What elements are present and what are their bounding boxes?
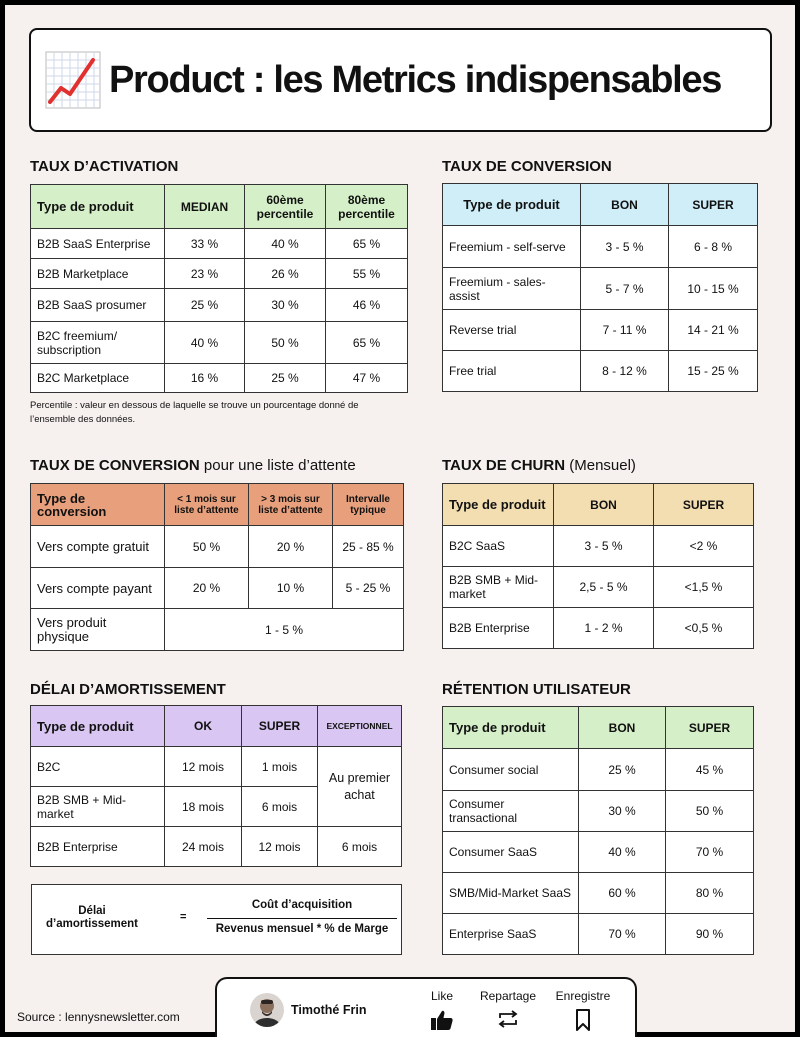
table-cell: 15 - 25 % bbox=[669, 351, 758, 392]
table-row bbox=[31, 229, 408, 259]
chart-increasing-icon bbox=[45, 50, 101, 110]
table-cell: B2B SMB + Mid-market bbox=[31, 787, 165, 827]
table-header-row bbox=[443, 184, 758, 226]
share-button[interactable] bbox=[473, 989, 543, 1029]
table-cell: 40 % bbox=[165, 322, 245, 364]
column-header: SUPER bbox=[666, 707, 754, 749]
table-cell: B2B SMB + Mid-market bbox=[443, 567, 554, 608]
column-header: SUPER bbox=[654, 484, 754, 526]
column-header: Type de produit bbox=[31, 706, 165, 747]
column-header: BON bbox=[581, 184, 669, 226]
like-button[interactable] bbox=[425, 989, 459, 1031]
table-header-row bbox=[443, 484, 754, 526]
churn-title-light: (Mensuel) bbox=[565, 457, 636, 474]
table-cell: 30 % bbox=[579, 791, 666, 832]
table-cell: 25 - 85 % bbox=[333, 526, 404, 568]
column-header: Type de produit bbox=[443, 184, 581, 226]
author-name: Timothé Frin bbox=[291, 1003, 367, 1017]
table-cell: 6 mois bbox=[242, 787, 318, 827]
table-header-row bbox=[443, 707, 754, 749]
table-cell: 7 - 11 % bbox=[581, 310, 669, 351]
table-row bbox=[443, 914, 754, 955]
formula-label: Délai d’amortissement bbox=[45, 905, 139, 930]
table-cell: 6 - 8 % bbox=[669, 226, 758, 268]
table-row bbox=[443, 351, 758, 392]
column-header: BON bbox=[579, 707, 666, 749]
table-cell: Consumer transactional bbox=[443, 791, 579, 832]
table-cell: 46 % bbox=[326, 289, 408, 322]
table-row bbox=[443, 832, 754, 873]
table-cell: Vers produit physique bbox=[31, 609, 165, 651]
table-cell: Consumer SaaS bbox=[443, 832, 579, 873]
waitlist-title-bold: TAUX DE CONVERSION bbox=[30, 457, 200, 474]
table-cell: Freemium - sales-assist bbox=[443, 268, 581, 310]
waitlist-section bbox=[30, 457, 356, 477]
table-cell: 65 % bbox=[326, 229, 408, 259]
churn-table bbox=[442, 483, 754, 649]
like-label: Like bbox=[430, 989, 453, 1003]
author-footer bbox=[215, 977, 637, 1037]
table-cell: B2C freemium/ subscription bbox=[31, 322, 165, 364]
table-cell: <1,5 % bbox=[654, 567, 754, 608]
column-header: EXCEPTIONNEL bbox=[318, 706, 402, 747]
page-title: Product : les Metrics indispensables bbox=[109, 59, 722, 101]
table-cell: B2B SaaS prosumer bbox=[31, 289, 165, 322]
payback-formula bbox=[31, 884, 402, 955]
column-header: Intervalle typique bbox=[333, 484, 404, 526]
table-cell: 80 % bbox=[666, 873, 754, 914]
table-row bbox=[31, 322, 408, 364]
table-cell: Consumer social bbox=[443, 749, 579, 791]
bookmark-icon bbox=[575, 1009, 591, 1031]
table-cell: 70 % bbox=[666, 832, 754, 873]
conversion-table bbox=[442, 183, 758, 392]
table-row bbox=[443, 526, 754, 567]
table-cell: B2B SaaS Enterprise bbox=[31, 229, 165, 259]
table-row bbox=[31, 609, 404, 651]
column-header: SUPER bbox=[669, 184, 758, 226]
column-header: 60ème percentile bbox=[245, 185, 326, 229]
table-row bbox=[443, 226, 758, 268]
column-header: < 1 mois sur liste d’attente bbox=[165, 484, 249, 526]
table-row bbox=[443, 567, 754, 608]
source-text: Source : lennysnewsletter.com bbox=[17, 1010, 180, 1024]
table-cell: 50 % bbox=[666, 791, 754, 832]
table-cell: 18 mois bbox=[165, 787, 242, 827]
table-cell: 2,5 - 5 % bbox=[554, 567, 654, 608]
table-cell: 5 - 7 % bbox=[581, 268, 669, 310]
retention-title: RÉTENTION UTILISATEUR bbox=[442, 681, 631, 698]
formula-equals: = bbox=[180, 911, 187, 923]
table-cell: 30 % bbox=[245, 289, 326, 322]
repost-icon bbox=[497, 1009, 519, 1029]
table-cell: Reverse trial bbox=[443, 310, 581, 351]
table-cell: 8 - 12 % bbox=[581, 351, 669, 392]
avatar bbox=[250, 993, 284, 1027]
thumbs-up-icon bbox=[430, 1009, 454, 1031]
activation-table bbox=[30, 184, 408, 393]
percentile-note: Percentile : valeur en dessous de laquelle se trouve un pourcentage donné de l’ensemble des données. bbox=[30, 400, 359, 425]
table-row bbox=[31, 747, 402, 787]
table-cell: <0,5 % bbox=[654, 608, 754, 649]
table-row bbox=[443, 608, 754, 649]
table-cell: 14 - 21 % bbox=[669, 310, 758, 351]
table-header-row bbox=[31, 706, 402, 747]
formula-numerator: Coût d’acquisition bbox=[251, 899, 353, 911]
table-row bbox=[443, 268, 758, 310]
column-header: OK bbox=[165, 706, 242, 747]
waitlist-table bbox=[30, 483, 404, 651]
table-cell: 33 % bbox=[165, 229, 245, 259]
activation-title: TAUX D’ACTIVATION bbox=[30, 158, 179, 175]
table-cell: 1 mois bbox=[242, 747, 318, 787]
table-cell: 26 % bbox=[245, 259, 326, 289]
save-button[interactable] bbox=[550, 989, 616, 1031]
table-cell: 10 % bbox=[249, 568, 333, 609]
table-cell: Au premier achat bbox=[318, 747, 402, 827]
column-header: Type de produit bbox=[31, 185, 165, 229]
churn-title bbox=[442, 457, 636, 477]
table-header-row bbox=[31, 484, 404, 526]
table-cell: B2B Marketplace bbox=[31, 259, 165, 289]
churn-section bbox=[442, 457, 636, 477]
table-row bbox=[443, 310, 758, 351]
table-cell: 55 % bbox=[326, 259, 408, 289]
table-cell: 1 - 5 % bbox=[165, 609, 404, 651]
column-header: SUPER bbox=[242, 706, 318, 747]
retention-table bbox=[442, 706, 754, 955]
retention-section bbox=[442, 681, 631, 701]
table-row bbox=[31, 827, 402, 867]
table-row bbox=[443, 791, 754, 832]
table-cell: Free trial bbox=[443, 351, 581, 392]
column-header: BON bbox=[554, 484, 654, 526]
table-cell: 5 - 25 % bbox=[333, 568, 404, 609]
table-cell: 50 % bbox=[165, 526, 249, 568]
table-cell: 24 mois bbox=[165, 827, 242, 867]
share-label: Repartage bbox=[479, 989, 537, 1003]
column-header: 80ème percentile bbox=[326, 185, 408, 229]
table-cell: 3 - 5 % bbox=[554, 526, 654, 567]
table-cell: B2B Enterprise bbox=[31, 827, 165, 867]
table-cell: 3 - 5 % bbox=[581, 226, 669, 268]
table-cell: 25 % bbox=[245, 364, 326, 393]
column-header: > 3 mois sur liste d’attente bbox=[249, 484, 333, 526]
table-cell: 6 mois bbox=[318, 827, 402, 867]
table-cell: 65 % bbox=[326, 322, 408, 364]
table-cell: 45 % bbox=[666, 749, 754, 791]
conversion-section bbox=[442, 158, 612, 178]
table-cell: 25 % bbox=[165, 289, 245, 322]
title-banner bbox=[29, 28, 772, 132]
table-cell: <2 % bbox=[654, 526, 754, 567]
formula-denominator: Revenus mensuel * % de Marge bbox=[215, 923, 389, 935]
table-cell: B2C SaaS bbox=[443, 526, 554, 567]
table-cell: 16 % bbox=[165, 364, 245, 393]
table-cell: Freemium - self-serve bbox=[443, 226, 581, 268]
table-row bbox=[443, 749, 754, 791]
column-header: Type de produit bbox=[443, 707, 579, 749]
table-cell: 12 mois bbox=[165, 747, 242, 787]
table-cell: 40 % bbox=[245, 229, 326, 259]
table-header-row bbox=[31, 185, 408, 229]
activation-section bbox=[30, 158, 178, 178]
column-header: Type de produit bbox=[443, 484, 554, 526]
payback-table bbox=[30, 705, 402, 867]
table-cell: 25 % bbox=[579, 749, 666, 791]
table-cell: Enterprise SaaS bbox=[443, 914, 579, 955]
table-cell: 23 % bbox=[165, 259, 245, 289]
waitlist-title bbox=[30, 457, 356, 477]
table-row bbox=[31, 289, 408, 322]
person-icon bbox=[250, 993, 284, 1027]
table-row bbox=[31, 259, 408, 289]
payback-section bbox=[30, 681, 226, 701]
table-cell: Vers compte gratuit bbox=[31, 526, 165, 568]
table-cell: 47 % bbox=[326, 364, 408, 393]
table-cell: 1 - 2 % bbox=[554, 608, 654, 649]
table-row bbox=[31, 568, 404, 609]
table-cell: 20 % bbox=[249, 526, 333, 568]
waitlist-title-light: pour une liste d’attente bbox=[199, 457, 356, 474]
payback-title: DÉLAI D’AMORTISSEMENT bbox=[30, 681, 226, 698]
table-cell: 90 % bbox=[666, 914, 754, 955]
table-cell: 40 % bbox=[579, 832, 666, 873]
column-header: MEDIAN bbox=[165, 185, 245, 229]
fraction-line bbox=[207, 918, 397, 919]
table-cell: 10 - 15 % bbox=[669, 268, 758, 310]
table-cell: B2C bbox=[31, 747, 165, 787]
column-header: Type de conversion bbox=[31, 484, 165, 526]
table-cell: 12 mois bbox=[242, 827, 318, 867]
churn-title-bold: TAUX DE CHURN bbox=[442, 457, 566, 474]
table-cell: B2C Marketplace bbox=[31, 364, 165, 393]
table-row bbox=[31, 364, 408, 393]
table-cell: 20 % bbox=[165, 568, 249, 609]
conversion-title: TAUX DE CONVERSION bbox=[442, 158, 612, 175]
table-cell: 60 % bbox=[579, 873, 666, 914]
table-cell: Vers compte payant bbox=[31, 568, 165, 609]
table-cell: 50 % bbox=[245, 322, 326, 364]
table-row bbox=[443, 873, 754, 914]
table-cell: 70 % bbox=[579, 914, 666, 955]
save-label: Enregistre bbox=[555, 989, 611, 1003]
table-row bbox=[31, 526, 404, 568]
table-cell: B2B Enterprise bbox=[443, 608, 554, 649]
table-cell: SMB/Mid-Market SaaS bbox=[443, 873, 579, 914]
page bbox=[5, 5, 795, 1032]
